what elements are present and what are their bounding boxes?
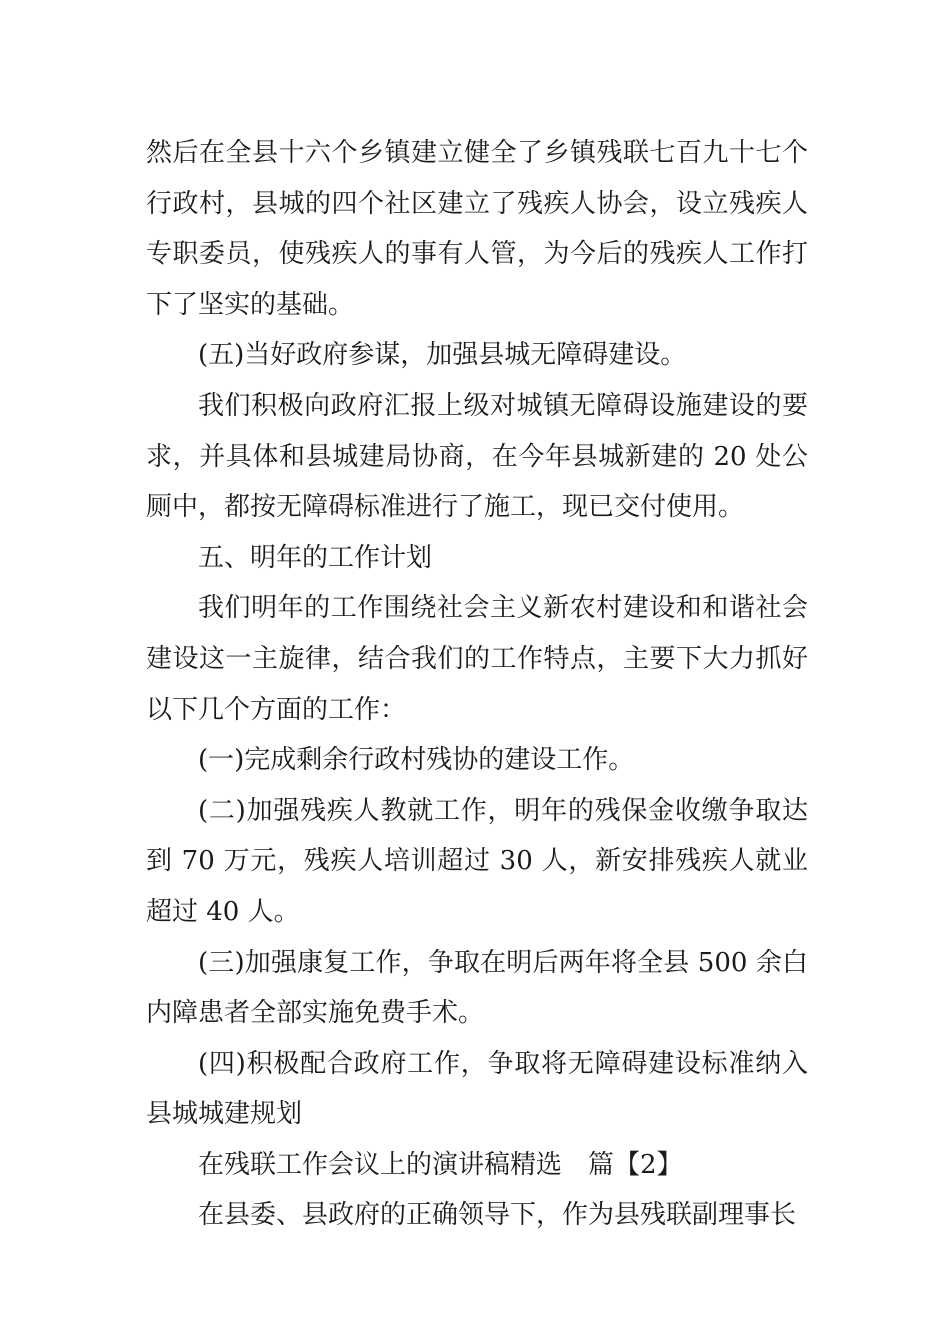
paragraph-plan-item-4: (四)积极配合政府工作，争取将无障碍建设标准纳入县城城建规划	[146, 1048, 808, 1130]
paragraph-plan-item-2: (二)加强残疾人教就工作，明年的残保金收缴争取达到 70 万元，残疾人培训超过 30 人，新安排残疾人就业超过 40 人。	[146, 795, 808, 927]
paragraph-plan-item-1: (一)完成剩余行政村残协的建设工作。	[198, 745, 635, 776]
paragraph-plan-item-3: (三)加强康复工作，争取在明后两年将全县 500 余白内障患者全部实施免费手术。	[146, 947, 808, 1029]
paragraph-section-five-title: (五)当好政府参谋，加强县城无障碍建设。	[198, 340, 687, 371]
paragraph-plan-intro: 我们明年的工作围绕社会主义新农村建设和和谐社会建设这一主旋律，结合我们的工作特点，主要下大力抓好以下几个方面的工作：	[146, 593, 808, 725]
paragraph-org-building: 然后在全县十六个乡镇建立健全了乡镇残联七百九十七个行政村，县城的四个社区建立了残疾人协会，设立残疾人专职委员，使残疾人的事有人管，为今后的残疾人工作打下了坚实的基础。	[146, 138, 808, 320]
paragraph-accessibility-toilets: 我们积极向政府汇报上级对城镇无障碍设施建设的要求，并具体和县城建局协商，在今年县城新建的 20 处公厕中，都按无障碍标准进行了施工，现已交付使用。	[146, 390, 808, 523]
paragraph-article-two-opening: 在县委、县政府的正确领导下，作为县残联副理事长	[198, 1200, 797, 1231]
document-body	[146, 128, 808, 1241]
paragraph-next-year-plan-heading: 五、明年的工作计划	[198, 542, 433, 573]
article-two-heading: 在残联工作会议上的演讲稿精选 篇【2】	[198, 1149, 683, 1180]
